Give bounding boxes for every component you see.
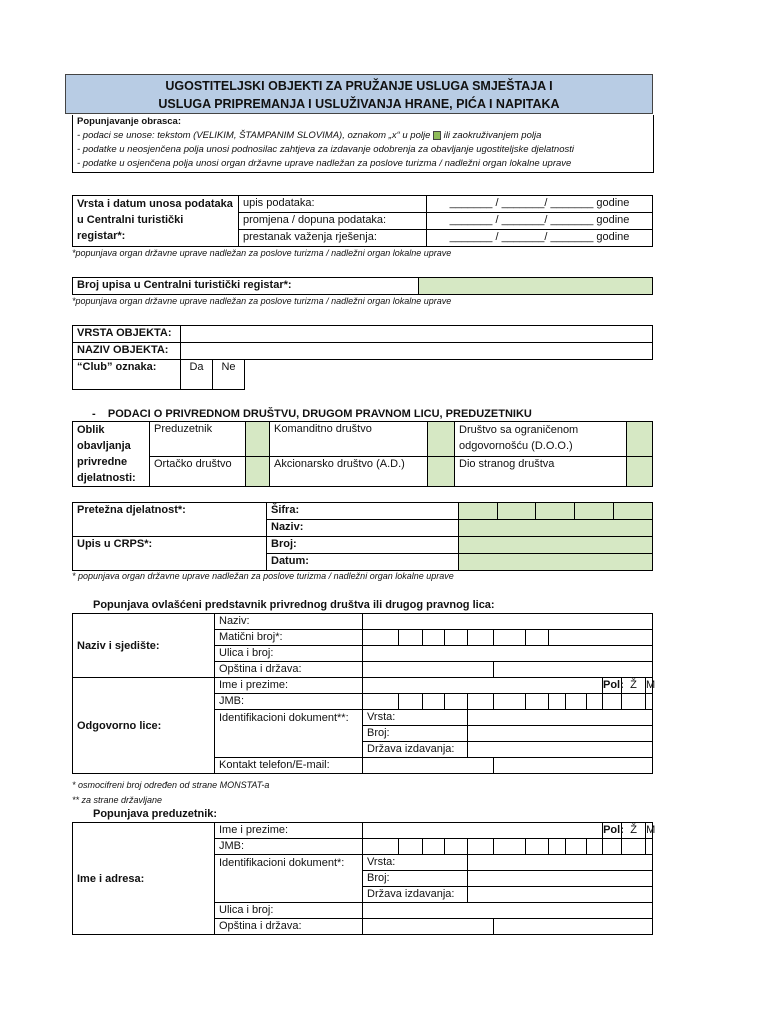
digit-cell[interactable]	[566, 694, 587, 710]
country-field[interactable]	[494, 919, 653, 935]
code-digit-cell[interactable]	[614, 503, 653, 520]
sex-male-option[interactable]: M	[646, 823, 653, 839]
digit-cell[interactable]	[566, 839, 587, 855]
digit-cell[interactable]	[549, 630, 653, 646]
digit-cell[interactable]	[423, 630, 445, 646]
instruction-line-3: - podatke u osjenčena polja unosi organ državne uprave nadležan za poslove turizma / nadležni organ lokalne uprave	[77, 158, 572, 169]
digit-cell[interactable]	[587, 839, 603, 855]
crps-date-field[interactable]	[459, 554, 653, 571]
entry-date[interactable]: _______ / _______/ _______ godine	[427, 230, 653, 247]
field-label: Opština i država:	[215, 919, 363, 935]
sex-male-option[interactable]: M	[646, 678, 653, 694]
entry-type: upis podataka:	[239, 196, 427, 213]
digit-cell[interactable]	[423, 694, 445, 710]
digit-cell[interactable]	[399, 694, 423, 710]
digit-cell[interactable]	[363, 839, 399, 855]
representative-note-2: ** za strane državljane	[72, 795, 163, 805]
form-checkbox[interactable]	[246, 422, 270, 457]
field-label: Vrsta:	[363, 855, 468, 871]
sex-female-option[interactable]: Ž	[622, 678, 646, 694]
object-type-label: VRSTA OBJEKTA:	[73, 326, 181, 343]
doc-issuer-field[interactable]	[468, 887, 653, 903]
instruction-line-1a: - podaci se unose: tekstom (VELIKIM, ŠTAMPANIM SLOVIMA), oznakom „x“ u polje	[77, 130, 431, 141]
activity-table	[72, 502, 653, 571]
id-document-label: Identifikacioni dokument**:	[215, 710, 363, 758]
registry-number-table	[72, 277, 653, 295]
object-table	[72, 325, 653, 390]
section-title-text: PODACI O PRIVREDNOM DRUŠTVU, DRUGOM PRAVNOM LICU, PREDUZETNIKU	[107, 408, 532, 420]
club-no-option[interactable]: Ne	[213, 360, 245, 390]
country-field[interactable]	[494, 662, 653, 678]
digit-cell[interactable]	[399, 839, 423, 855]
activity-note: * popunjava organ državne uprave nadležan za poslove turizma / nadležni organ lokalne uprave	[72, 571, 454, 581]
registry-number-label: Broj upisa u Centralni turistički registar*:	[73, 278, 419, 295]
digit-cell[interactable]	[603, 694, 622, 710]
registry-entry-note: *popunjava organ državne uprave nadležan za poslove turizma / nadležni organ lokalne uprave	[72, 248, 452, 258]
name-address-label: Ime i adresa:	[73, 823, 215, 935]
doc-kind-field[interactable]	[468, 710, 653, 726]
field-label: Država izdavanja:	[363, 887, 468, 903]
crps-date-label: Datum:	[267, 554, 459, 571]
sex-label: Pol:	[603, 678, 622, 694]
entry-type: prestanak važenja rješenja:	[239, 230, 427, 247]
street-field[interactable]	[363, 646, 653, 662]
doc-issuer-field[interactable]	[468, 742, 653, 758]
digit-cell[interactable]	[603, 839, 622, 855]
field-label: Vrsta:	[363, 710, 468, 726]
digit-cell[interactable]	[494, 630, 526, 646]
entry-date[interactable]: _______ / _______/ _______ godine	[427, 213, 653, 230]
full-name-field[interactable]	[363, 678, 603, 694]
digit-cell[interactable]	[622, 839, 646, 855]
form-option-label: Preduzetnik	[150, 422, 246, 457]
municipality-field[interactable]	[363, 919, 494, 935]
registry-entry-label: Vrsta i datum unosa podataka u Centralni turistički registar*:	[73, 196, 239, 247]
digit-cell[interactable]	[526, 839, 549, 855]
digit-cell[interactable]	[622, 694, 646, 710]
phone-field[interactable]	[363, 758, 494, 774]
form-checkbox[interactable]	[246, 456, 270, 486]
field-label: Ulica i broj:	[215, 646, 363, 662]
doc-number-field[interactable]	[468, 726, 653, 742]
form-checkbox[interactable]	[627, 456, 653, 486]
checkbox-icon	[433, 131, 441, 140]
form-option-label: Akcionarsko društvo (A.D.)	[270, 456, 428, 486]
object-name-field[interactable]	[181, 343, 653, 360]
name-seat-label: Naziv i sjedište:	[73, 614, 215, 678]
digit-cell[interactable]	[363, 630, 399, 646]
representative-heading: Popunjava ovlašćeni predstavnik privrednog društva ili drugog pravnog lica:	[93, 599, 495, 611]
full-name-field[interactable]	[363, 823, 603, 839]
street-field[interactable]	[363, 903, 653, 919]
field-label: Broj:	[363, 726, 468, 742]
crps-label: Upis u CRPS*:	[73, 537, 267, 571]
digit-cell[interactable]	[587, 694, 603, 710]
field-label: Država izdavanja:	[363, 742, 468, 758]
municipality-field[interactable]	[363, 662, 494, 678]
form-title	[65, 74, 653, 114]
digit-cell[interactable]	[494, 694, 526, 710]
registry-number-note: *popunjava organ državne uprave nadležan za poslove turizma / nadležni organ lokalne uprave	[72, 296, 452, 306]
digit-cell[interactable]	[468, 630, 494, 646]
digit-cell[interactable]	[423, 839, 445, 855]
digit-cell[interactable]	[646, 694, 653, 710]
doc-kind-field[interactable]	[468, 855, 653, 871]
form-checkbox[interactable]	[627, 422, 653, 457]
code-digit-cell[interactable]	[498, 503, 536, 520]
doc-number-field[interactable]	[468, 871, 653, 887]
responsible-person-label: Odgovorno lice:	[73, 678, 215, 774]
form-option-label: Dio stranog društva	[455, 456, 627, 486]
entry-type: promjena / dopuna podataka:	[239, 213, 427, 230]
instruction-line-1b: ili zaokruživanjem polja	[443, 130, 542, 141]
field-label: Ulica i broj:	[215, 903, 363, 919]
field-label: Ime i prezime:	[215, 823, 363, 839]
title-line-2: USLUGA PRIPREMANJA I USLUŽIVANJA HRANE, PIĆA I NAPITAKA	[158, 97, 560, 111]
form-option-label: Komanditno društvo	[270, 422, 428, 457]
digit-cell[interactable]	[363, 694, 399, 710]
code-digit-cell[interactable]	[536, 503, 575, 520]
sex-label: Pol:	[603, 823, 622, 839]
sex-female-option[interactable]: Ž	[622, 823, 646, 839]
object-type-field[interactable]	[181, 326, 653, 343]
business-form-table	[72, 421, 653, 487]
field-label: Matični broj*:	[215, 630, 363, 646]
field-label: JMB:	[215, 694, 363, 710]
form-checkbox[interactable]	[428, 422, 455, 457]
object-name-label: NAZIV OBJEKTA:	[73, 343, 181, 360]
digit-cell[interactable]	[445, 694, 468, 710]
form-option-label: Društvo sa ograničenom odgovornošću (D.O.O.)	[455, 422, 627, 457]
digit-cell[interactable]	[526, 630, 549, 646]
entry-date[interactable]: _______ / _______/ _______ godine	[427, 196, 653, 213]
activity-code-label: Šifra:	[267, 503, 459, 520]
business-form-label: Oblik obavljanja privredne djelatnosti:	[73, 422, 150, 487]
digit-cell[interactable]	[646, 839, 653, 855]
digit-cell[interactable]	[445, 630, 468, 646]
field-label: Kontakt telefon/E-mail:	[215, 758, 363, 774]
crps-number-label: Broj:	[267, 537, 459, 554]
club-label: “Club” oznaka:	[73, 360, 181, 390]
registry-entry-table	[72, 195, 653, 247]
digit-cell[interactable]	[468, 839, 494, 855]
code-digit-cell[interactable]	[459, 503, 498, 520]
club-yes-option[interactable]: Da	[181, 360, 213, 390]
email-field[interactable]	[494, 758, 653, 774]
code-digit-cell[interactable]	[575, 503, 614, 520]
field-label: Broj:	[363, 871, 468, 887]
instructions-box	[72, 115, 654, 173]
crps-number-field[interactable]	[459, 537, 653, 554]
instructions-heading: Popunjavanje obrasca:	[77, 116, 182, 127]
entrepreneur-table	[72, 822, 656, 935]
digit-cell[interactable]	[549, 839, 566, 855]
entrepreneur-heading: Popunjava preduzetnik:	[93, 808, 218, 820]
main-activity-label: Pretežna djelatnost*:	[73, 503, 267, 537]
section-dash: -	[92, 408, 96, 420]
id-document-label: Identifikacioni dokument*:	[215, 855, 363, 903]
representative-table	[72, 613, 656, 774]
digit-cell[interactable]	[526, 694, 549, 710]
digit-cell[interactable]	[494, 839, 526, 855]
activity-name-label: Naziv:	[267, 520, 459, 537]
digit-cell[interactable]	[445, 839, 468, 855]
instruction-line-2: - podatke u neosjenčena polja unosi podnosilac zahtjeva za izdavanje odobrenja za obavljanje ugostiteljske djelatnosti	[77, 144, 574, 155]
company-name-field[interactable]	[363, 614, 653, 630]
form-option-label: Ortačko društvo	[150, 456, 246, 486]
field-label: JMB:	[215, 839, 363, 855]
activity-name-field[interactable]	[459, 520, 653, 537]
digit-cell[interactable]	[399, 630, 423, 646]
representative-note-1: * osmocifreni broj određen od strane MONSTAT-a	[72, 780, 270, 790]
field-label: Opština i država:	[215, 662, 363, 678]
form-checkbox[interactable]	[428, 456, 455, 486]
registry-number-field[interactable]	[419, 278, 653, 295]
digit-cell[interactable]	[549, 694, 566, 710]
digit-cell[interactable]	[468, 694, 494, 710]
company-section-title	[92, 408, 532, 420]
field-label: Ime i prezime:	[215, 678, 363, 694]
field-label: Naziv:	[215, 614, 363, 630]
title-line-1: UGOSTITELJSKI OBJEKTI ZA PRUŽANJE USLUGA SMJEŠTAJA I	[165, 79, 553, 93]
